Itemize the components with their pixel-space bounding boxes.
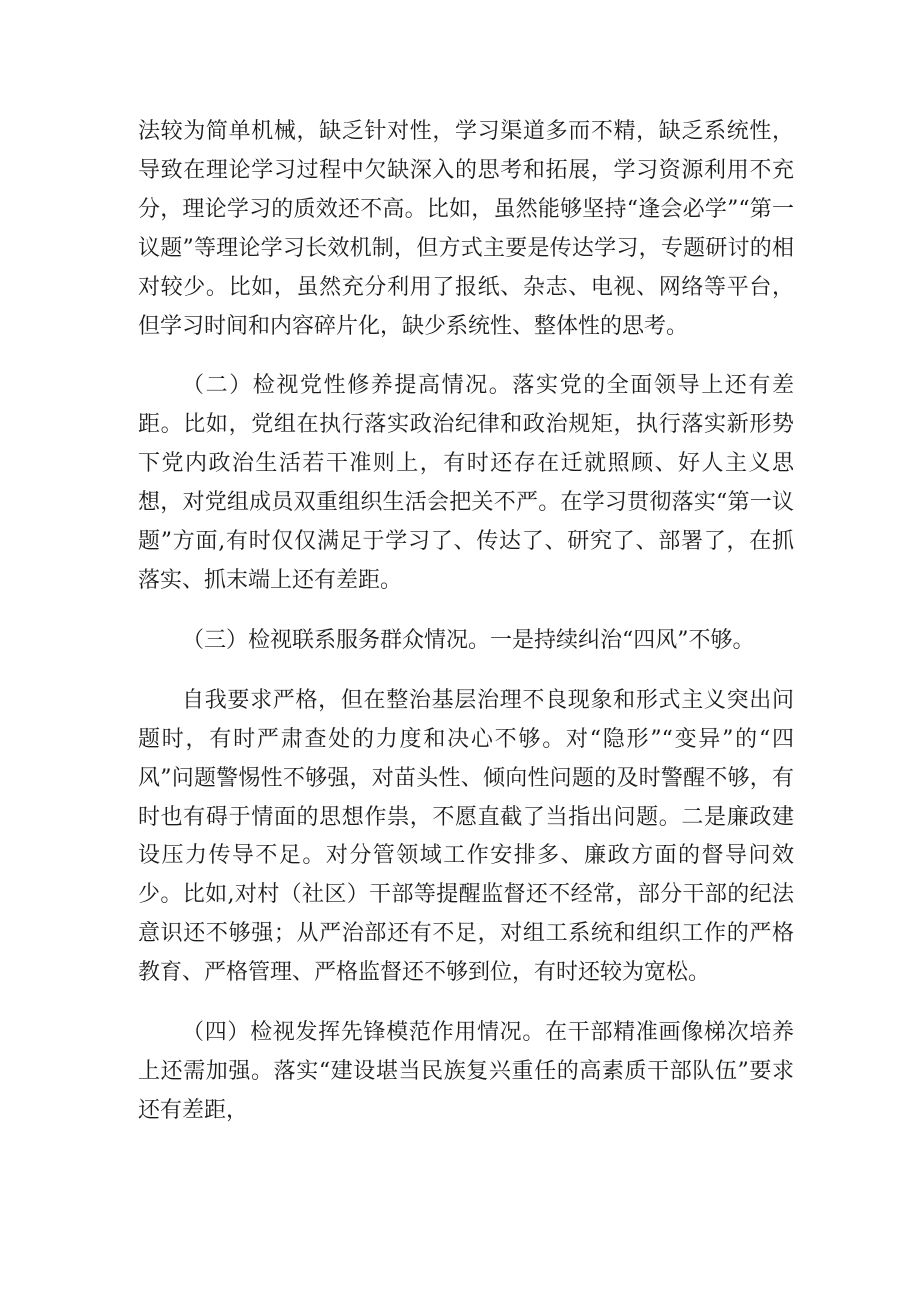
paragraph-continued: 法较为简单机械，缺乏针对性，学习渠道多而不精，缺乏系统性，导致在理论学习过程中欠缺深入的思考和拓展，学习资源利用不充分，理论学习的质效还不高。比如，虽然能够坚持“逢会必学”“第一议题”等理论学习长效机制，但方式主要是传达学习，专题研讨的相对较少。比如，虽然充分利用了报纸、杂志、电视、网络等平台，但学习时间和内容碎片化，缺少系统性、整体性的思考。	[138, 119, 794, 339]
paragraph-section-three-body: 自我要求严格，但在整治基层治理不良现象和形式主义突出问题时，有时严肃查处的力度和决心不够。对“隐形”“变异”的“四风”问题警惕性不够强，对苗头性、倾向性问题的及时警醒不够，有时也有碍于情面的思想作祟，不愿直截了当指出问题。二是廉政建设压力传导不足。对分管领域工作安排多、廉政方面的督导问效少。比如,对村（社区）干部等提醒监督还不经常，部分干部的纪法意识还不够强；从严治部还有不足，对组工系统和组织工作的严格教育、严格管理、严格监督还不够到位，有时还较为宽松。	[138, 687, 794, 986]
paragraph-section-four: （四）检视发挥先锋模范作用情况。在干部精准画像梯次培养上还需加强。落实“建设堪当民族复兴重任的高素质干部队伍”要求还有差距，	[138, 1020, 794, 1123]
paragraph-section-two: （二）检视党性修养提高情况。落实党的全面领导上还有差距。比如，党组在执行落实政治纪律和政治规矩，执行落实新形势下党内政治生活若干准则上，有时还存在迁就照顾、好人主义思想，对党组成员双重组织生活会把关不严。在学习贯彻落实“第一议题”方面,有时仅仅满足于学习了、传达了、研究了、部署了，在抓落实、抓末端上还有差距。	[138, 373, 794, 593]
paragraph-section-three-heading: （三）检视联系服务群众情况。一是持续纠治“四风”不够。	[182, 627, 755, 653]
document-body	[138, 113, 794, 1131]
